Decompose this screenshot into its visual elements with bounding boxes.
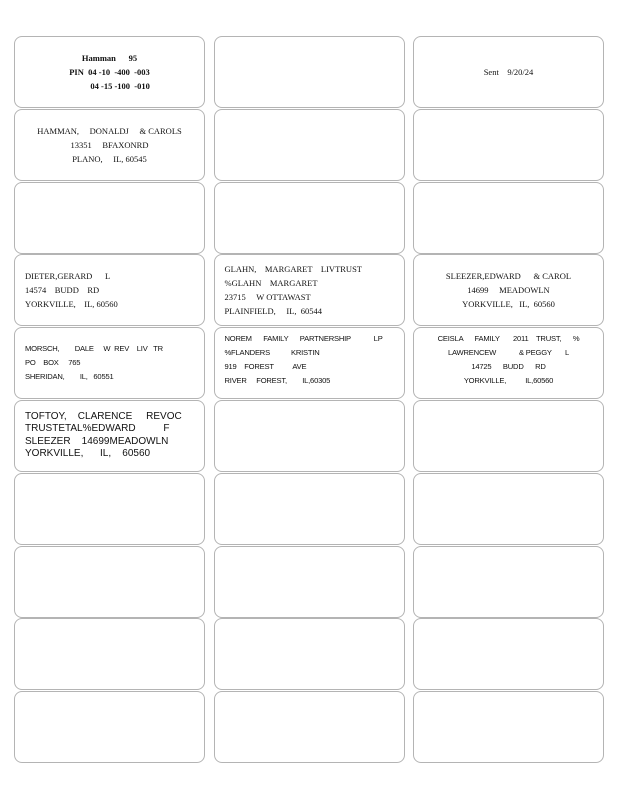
address-label [214,254,405,326]
address-label [14,109,205,181]
address-label [214,327,405,399]
address-label [14,36,205,108]
blank-label [413,182,604,254]
blank-label [413,691,604,763]
label-line: YORKVILLE, IL, 60560 [462,299,555,310]
label-line: PLAINFIELD, IL, 60544 [224,306,323,317]
address-label [413,254,604,326]
label-line: 14725 BUDD RD [471,362,546,372]
label-line: 14699 MEADOWLN [467,285,550,296]
label-line: YORKVILLE, IL,60560 [463,376,554,386]
address-label [14,400,205,472]
label-line: SLEEZER,EDWARD & CAROL [445,271,572,282]
blank-label [214,473,405,545]
label-line: YORKVILLE, IL, 60560 [25,299,118,310]
label-line: %FLANDERS KRISTIN [224,348,320,358]
label-line: YORKVILLE, IL, 60560 [25,448,151,460]
address-label [413,327,604,399]
address-label [14,327,205,399]
label-line: PLANO, IL, 60545 [72,153,147,164]
label-line: TRUSTETAL%EDWARD F [25,423,170,435]
label-line: PO BOX 765 [25,358,81,368]
label-line: GLAHN, MARGARET LIVTRUST [224,264,362,275]
label-line: SHERIDAN, IL, 60551 [25,372,114,382]
blank-label [14,691,205,763]
blank-label [214,109,405,181]
blank-label [214,182,405,254]
blank-label [214,400,405,472]
blank-label [14,473,205,545]
address-label [413,36,604,108]
label-sheet [14,36,604,763]
blank-label [413,109,604,181]
blank-label [413,618,604,690]
label-line: NOREM FAMILY PARTNERSHIP LP [224,334,383,344]
label-line: 13351 BFAXONRD [70,139,149,150]
label-line: LAWRENCEW & PEGGY L [447,348,570,358]
label-line: TOFTOY, CLARENCE REVOC [25,410,182,422]
blank-label [214,618,405,690]
blank-label [14,546,205,618]
label-line: RIVER FOREST, IL,60305 [224,376,331,386]
blank-label [214,691,405,763]
label-line: HAMMAN, DONALDJ & CAROLS [37,125,182,136]
label-line: Hamman 95 [81,53,138,63]
blank-label [413,473,604,545]
label-line: 23715 W OTTAWAST [224,292,311,303]
blank-label [14,618,205,690]
label-line: PIN 04 -10 -400 -003 [69,67,150,77]
label-line: 919 FOREST AVE [224,362,307,372]
label-line: MORSCH, DALE W REV LIV TR [25,344,163,354]
label-line: 04 -15 -100 -010 [69,81,150,91]
blank-label [413,546,604,618]
blank-label [413,400,604,472]
label-line: Sent 9/20/24 [483,67,534,77]
label-line: DIETER,GERARD L [25,271,111,282]
blank-label [14,182,205,254]
blank-label [214,546,405,618]
address-label [14,254,205,326]
label-line: 14574 BUDD RD [25,285,100,296]
label-line: SLEEZER 14699MEADOWLN [25,435,169,447]
label-line: CEISLA FAMILY 2011 TRUST, % [437,334,580,344]
label-line: %GLAHN MARGARET [224,278,318,289]
blank-label [214,36,405,108]
